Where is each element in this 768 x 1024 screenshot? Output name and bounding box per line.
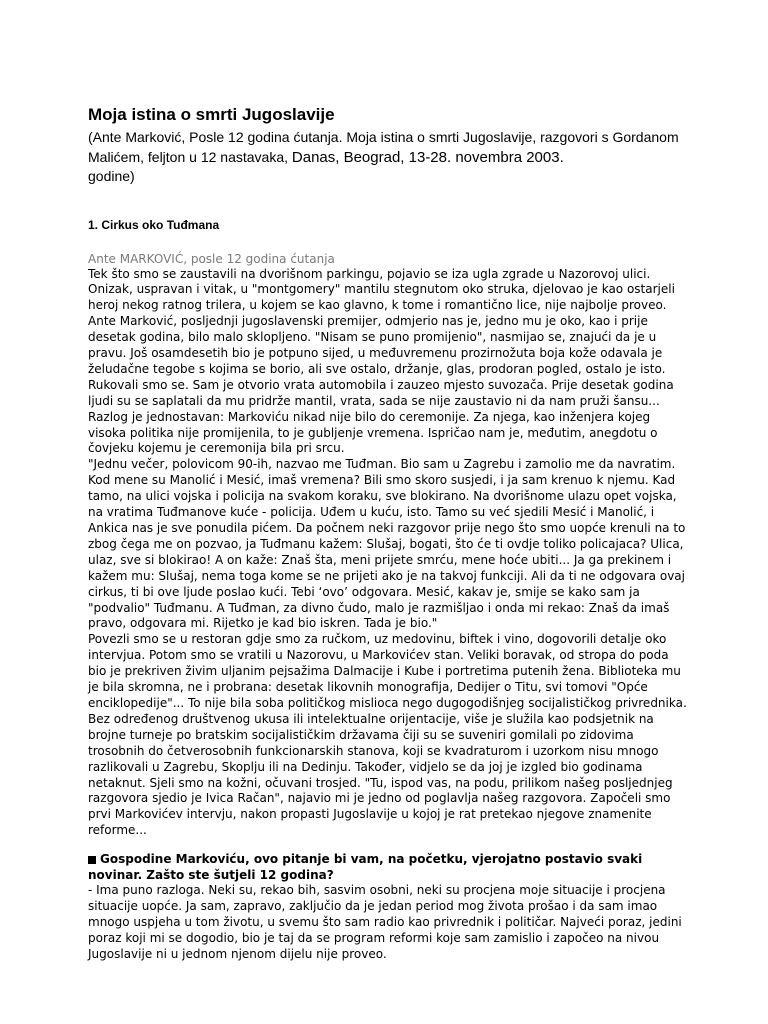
answer-text: - Ima puno razloga. Neki su, rekao bih, sasvim osobni, neki su procjena moje situacije i procjena situacije uopće. Ja sam, zapravo, zaključio da je jedan period mog života prošao i da sam imao mnogo uspjeha u tom životu, u svemu što sam radio kao privrednik i političar. Najveći poraz, jedini poraz koji mi se dogodio, bio je taj da se program reformi koje sam zamislio i započeo na nivou Jugoslavije ni u jednom njenom dijelu nije proveo. [88,883,682,961]
body-paragraph-4: Povezli smo se u restoran gdje smo za ručkom, uz medovinu, biftek i vino, dogovorili detalje oko intervjua. Potom smo se vratili u Nazorovu, u Markovićev stan. Veliki boravak, od stropa do poda bio je prekriven živim uljanim pejsažima Dalmacije i Kube i portretima putenih žena. Biblioteka mu je bila skromna, ne i probrana: desetak likovnih monografija, Dedijer o Titu, svi tomovi "Opće enciklopedije"... To nije bila soba političkog mislioca nego dugogodišnjeg socijalističkog privrednika. Bez određenog društvenog ukusa ili intelektualne orijentacije, više je služila kao podsjetnik na brojne turneje po bratskim socijalističkim državama čiji su se suveniri gomilali po zidovima trosobnih do četverosobnih funkcionarskih stanova, koji se kvadraturom i uzorkom nisu mnogo razlikovali u Zagrebu, Skoplju ili na Dedinju. Također, vidjelo se da joj je izgled bio godinama netaknut. Sjeli smo na kožni, očuvani trosjed. "Tu, ispod vas, na podu, prilikom našeg posljednjeg razgovora sjedio je Ivica Račan", najavio mi je jedno od poglavlja našeg razgovora. Započeli smo prvi Markovićev intervju, nakon propasti Jugoslavije u kojoj je rat pretekao njegove znamenite reforme... [88,632,687,838]
body-paragraph-2: Razlog je jednostavan: Markoviću nikad nije bilo do ceremonije. Za njega, kao inženjera kojeg visoka politika nije promijenila, to je gubljenje vremena. Ispričao nam je, međutim, anegdotu o čovjeku kojemu je ceremonija bila pri srcu. [88,409,658,456]
body-paragraph-3: "Jednu večer, polovicom 90-ih, nazvao me Tuđman. Bio sam u Zagrebu i zamolio me da navratim. Kod mene su Manolić i Mesić, imaš vremena? Bili smo skoro susjedi, i ja sam krenuo k njemu. Kad tamo, na ulici vojska i policija na svakom koraku, sve blokirano. Na dvorišnome ulazu opet vojska, na vratima Tuđmanove kuće - policija. Uđem u kuću, isto. Tamo su već sjedili Mesić i Manolić, i Ankica nas je sve ponudila pićem. Da počnem neki razgovor prije nego što smo uopće krenuli na to zbog čega me on pozvao, ja Tuđmanu kažem: Slušaj, bogati, što će ti ovdje toliko policajaca? Ulica, ulaz, sve si blokirao! A on kaže: Znaš šta, meni prijete smrću, mene hoće ubiti... Ja ga prekinem i kažem mu: Slušaj, nema toga kome se ne prijeti ako je na takvoj funkciji. Ali da ti ne odgovara ovaj cirkus, ti bi ove ljude poslao kući. Tebi ‘ovo’ odgovara. Mesić, kakav je, smije se kako sam ja "podvalio" Tuđmanu. A Tuđman, za divno čudo, malo je razmišljao i onda mi rekao: Znaš da imaš pravo, odgovara mi. Rijetko je kad bio iskren. Tada je bio." [88,457,686,631]
square-bullet-icon [88,856,96,864]
byline: Ante MARKOVIĆ, posle 12 godina ćutanja [88,251,335,266]
interview-answer [88,883,688,963]
article-title: Moja istina o smrti Jugoslavije [88,105,335,124]
subtitle-end: godine) [88,168,135,184]
article [88,104,688,963]
interview-question [88,851,688,883]
article-body [88,267,688,840]
article-subtitle [88,128,688,187]
subtitle-publication: Danas, Beograd, 13-28. novembra 2003. [291,148,564,166]
question-text: Gospodine Markoviću, ovo pitanje bi vam, na početku, vjerojatno postavio svaki novinar. Zašto ste šutjeli 12 godina? [88,852,643,883]
section-heading: 1. Cirkus oko Tuđmana [88,217,220,232]
subtitle-plain: (Ante Marković, Posle 12 godina ćutanja. Moja istina o smrti Jugoslavije, razgovori s Gordanom Malićem, feljton u 12 nastavaka, [88,129,679,165]
body-paragraph-1: Tek što smo se zaustavili na dvorišnom parkingu, pojavio se iza ugla zgrade u Nazorovoj ulici. Onizak, uspravan i vitak, u "montgomery" mantilu stegnutom oko struka, djelovao je kao ostarjeli heroj nekog ratnog trilera, u kojem se kao glavno, k tome i romantično lice, nije najbolje proveo. Ante Marković, posljednji jugoslavenski premijer, odmjerio nas je, jedno mu je oko, kao i prije desetak godina, bilo malo sklopljeno. "Nisam se puno promijenio", nasmijao se, znajući da je u pravu. Još osamdesetih bio je potpuno sijed, u međuvremenu prozirnožuta boja kože odavala je želudačne tegobe s kojima se borio, ali sve ostalo, držanje, glas, prodoran pogled, ostalo je isto. Rukovali smo se. Sam je otvorio vrata automobila i zauzeo mjesto suvozača. Prije desetak godina ljudi su se saplatali da mu pridrže mantil, vrata, sada se nije zaustavio ni da nam pruži šansu... [88,266,675,408]
